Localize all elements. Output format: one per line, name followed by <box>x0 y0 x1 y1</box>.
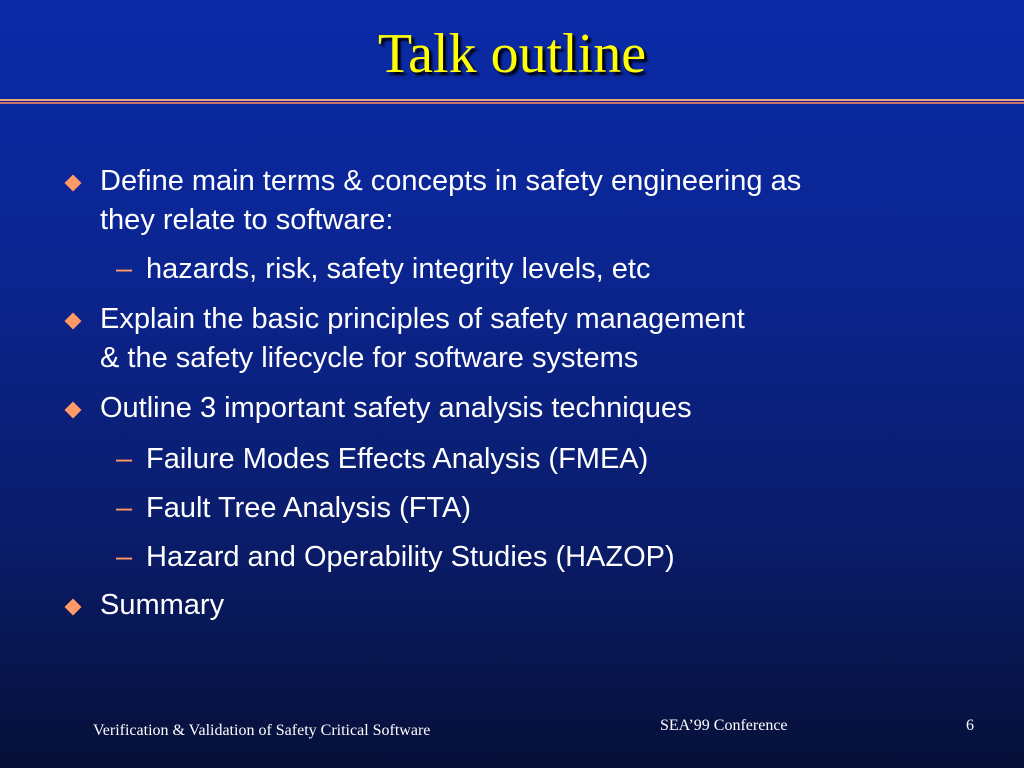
list-item-line: Outline 3 important safety analysis techniques <box>100 392 692 424</box>
list-item <box>100 389 692 428</box>
diamond-bullet-icon <box>65 599 82 616</box>
title-divider <box>0 99 1024 101</box>
dash-bullet: – <box>116 541 133 573</box>
list-item-line: & the safety lifecycle for software systems <box>100 342 639 374</box>
list-item-line: hazards, risk, safety integrity levels, etc <box>146 253 651 285</box>
list-item-line: Summary <box>100 589 225 621</box>
list-item-line: Define main terms & concepts in safety engineering as <box>100 165 802 197</box>
list-item-line: Explain the basic principles of safety management <box>100 303 745 335</box>
list-item <box>146 440 648 479</box>
list-item <box>146 250 650 289</box>
list-item-line: Failure Modes Effects Analysis (FMEA) <box>146 443 649 475</box>
title-divider-shadow <box>0 102 1024 104</box>
footer-conference: SEA’99 Conference <box>660 717 788 734</box>
footer-left-text: Verification & Validation of Safety Critical Software <box>93 722 431 739</box>
diamond-bullet-icon <box>65 313 82 330</box>
list-item-line: Hazard and Operability Studies (HAZOP) <box>146 541 675 573</box>
diamond-bullet-icon <box>65 175 82 192</box>
list-item-line: they relate to software: <box>100 204 394 236</box>
slide-title: Talk outline <box>377 23 647 85</box>
list-item <box>100 162 801 240</box>
list-item-line: Fault Tree Analysis (FTA) <box>146 492 471 524</box>
list-item <box>146 538 675 577</box>
dash-bullet: – <box>116 253 133 285</box>
diamond-bullet-icon <box>65 402 82 419</box>
list-item <box>146 489 471 528</box>
dash-bullet: – <box>116 443 133 475</box>
page-number: 6 <box>966 717 974 734</box>
list-item <box>100 586 224 625</box>
dash-bullet: – <box>116 492 133 524</box>
list-item <box>100 300 745 378</box>
